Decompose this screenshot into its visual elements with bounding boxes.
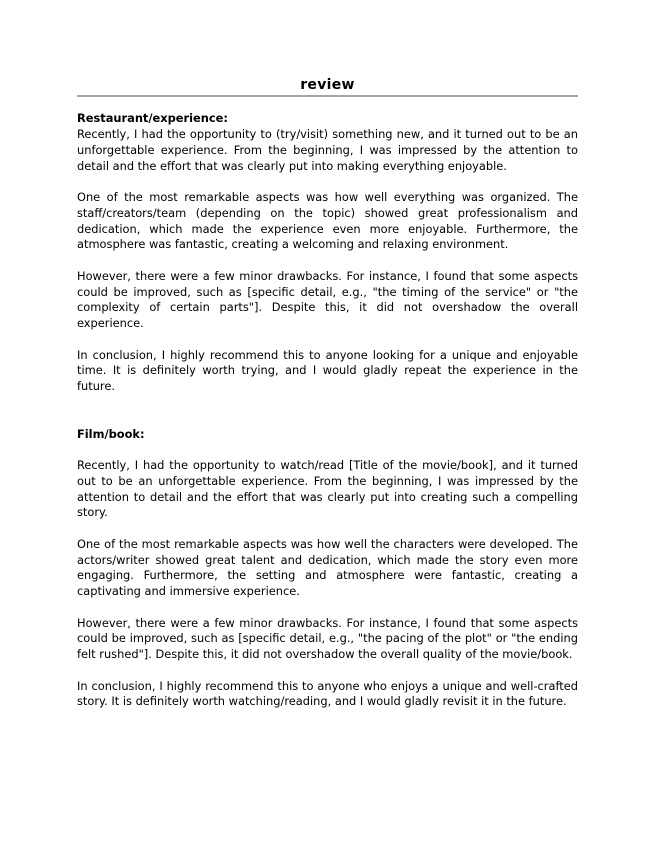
film-paragraph-1: Recently, I had the opportunity to watch/read [Title of the movie/book], and it turned out to be an unforgettable experience. From the beginning, I was impressed by the attention to detail and the effort that was clearly put into creating such a compelling story. (77, 458, 578, 520)
title-underline-divider (77, 95, 578, 97)
film-paragraph-4: In conclusion, I highly recommend this to anyone who enjoys a unique and well-crafted story. It is definitely worth watching/reading, and I would gladly revisit it in the future. (77, 678, 578, 709)
section-film-body (77, 458, 578, 710)
restaurant-paragraph-2: One of the most remarkable aspects was how well everything was organized. The staff/creators/team (depending on the topic) showed great professionalism and dedication, which made the experience even more enjoyable. Furthermore, the atmosphere was fantastic, creating a welcoming and relaxing environment. (77, 190, 578, 252)
film-paragraph-2: One of the most remarkable aspects was how well the characters were developed. The actors/writer showed great talent and dedication, which made the story even more engaging. Furthermore, the setting and atmosphere were fantastic, creating a captivating and immersive experience. (77, 536, 578, 598)
film-paragraph-3: However, there were a few minor drawbacks. For instance, I found that some aspects could be improved, such as [specific detail, e.g., "the pacing of the plot" or "the ending felt rushed"]. Despite this, it did not overshadow the overall quality of the movie/book. (77, 615, 578, 661)
restaurant-paragraph-3: However, there were a few minor drawbacks. For instance, I found that some aspects could be improved, such as [specific detail, e.g., "the timing of the service" or "the complexity of certain parts"]. Despite this, it did not overshadow the overall experience. (77, 268, 578, 330)
section-restaurant-body (77, 127, 578, 395)
restaurant-paragraph-1: Recently, I had the opportunity to (try/visit) something new, and it turned out to be an unforgettable experience. From the beginning, I was impressed by the attention to detail and the effort that was clearly put into making everything enjoyable. (77, 127, 578, 173)
restaurant-paragraph-4: In conclusion, I highly recommend this to anyone looking for a unique and enjoyable time. It is definitely worth trying, and I would gladly repeat the experience in the future. (77, 347, 578, 393)
section-heading-film: Film/book: (77, 427, 145, 441)
document-title: review (300, 77, 355, 93)
section-heading-restaurant: Restaurant/experience: (77, 111, 228, 125)
